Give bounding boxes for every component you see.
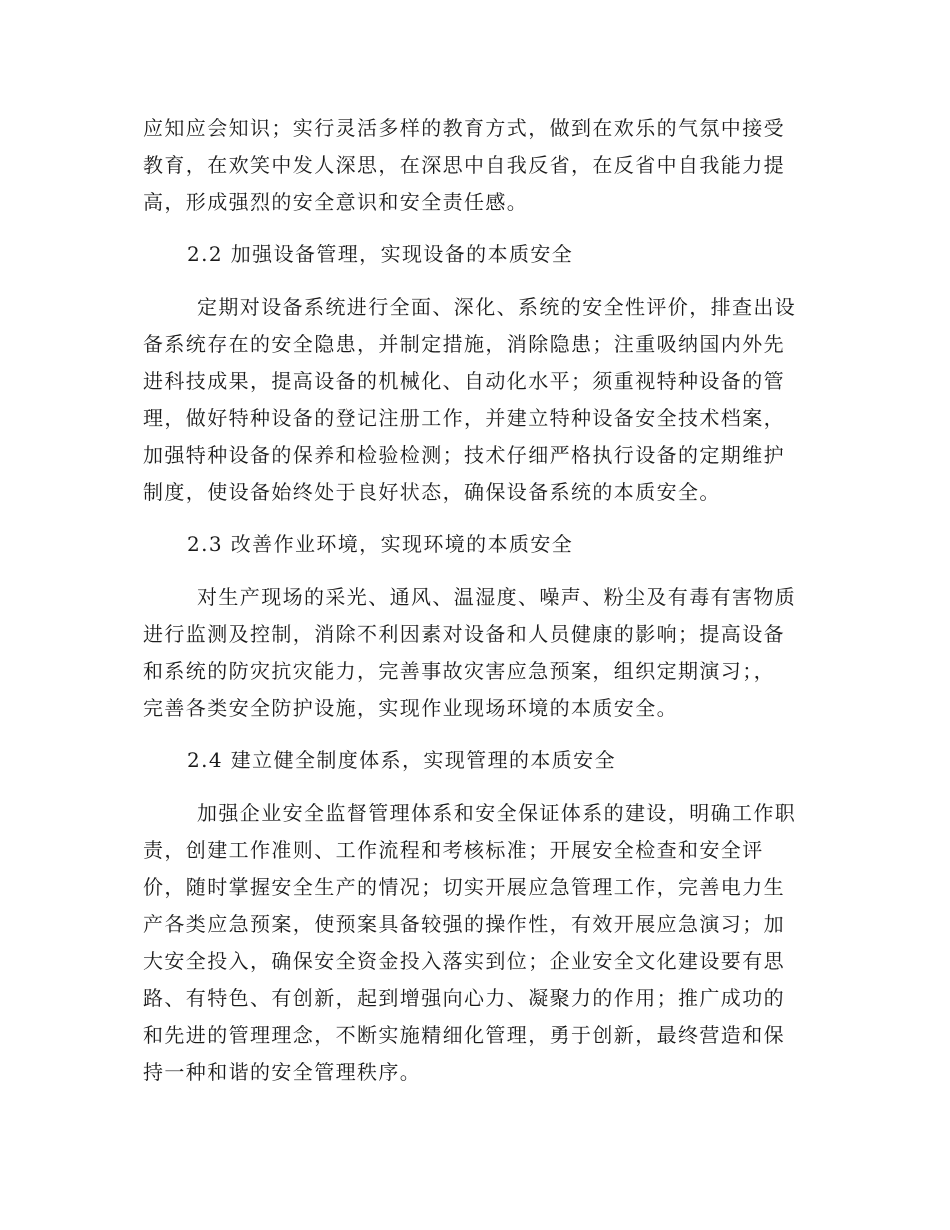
section-heading-2-4: 2.4 建立健全制度体系，实现管理的本质安全 [187,748,616,772]
paragraph-line: 加强企业安全监督管理体系和安全保证体系的建设，明确工作职 [197,801,797,825]
paragraph-line: 高，形成强烈的安全意识和安全责任感。 [143,190,529,214]
paragraph-line: 应知应会知识；实行灵活多样的教育方式，做到在欢乐的气氛中接受 [143,116,785,140]
paragraph-line: 和系统的防灾抗灾能力，完善事故灾害应急预案，组织定期演习；， [143,659,775,683]
paragraph-line: 持一种和谐的安全管理秩序。 [143,1060,422,1084]
paragraph-line: 加强特种设备的保养和检验检测；技术仔细严格执行设备的定期维护 [143,443,785,467]
paragraph-line: 对生产现场的采光、通风、温湿度、噪声、粉尘及有毒有害物质 [197,585,797,609]
paragraph-line: 制度，使设备始终处于良好状态，确保设备系统的本质安全。 [143,480,721,504]
paragraph-line: 责，创建工作准则、工作流程和考核标准；开展安全检查和安全评 [143,838,764,862]
section-heading-2-3: 2.3 改善作业环境，实现环境的本质安全 [187,532,574,556]
paragraph-line: 和先进的管理理念，不断实施精细化管理，勇于创新，最终营造和保 [143,1023,785,1047]
paragraph-line: 备系统存在的安全隐患，并制定措施，消除隐患；注重吸纳国内外先 [143,332,785,356]
paragraph-line: 大安全投入，确保安全资金投入落实到位；企业安全文化建设要有思 [143,949,785,973]
paragraph-line: 价，随时掌握安全生产的情况；切实开展应急管理工作，完善电力生 [143,875,785,899]
section-heading-2-2: 2.2 加强设备管理，实现设备的本质安全 [187,242,574,266]
paragraph-line: 进行监测及控制，消除不利因素对设备和人员健康的影响；提高设备 [143,622,785,646]
paragraph-line: 产各类应急预案，使预案具备较强的操作性，有效开展应急演习；加 [143,912,785,936]
paragraph-line: 路、有特色、有创新，起到增强向心力、凝聚力的作用；推广成功的 [143,986,785,1010]
paragraph-line: 理，做好特种设备的登记注册工作，并建立特种设备安全技术档案， [143,406,785,430]
paragraph-line: 进科技成果，提高设备的机械化、自动化水平；须重视特种设备的管 [143,369,785,393]
paragraph-line: 教育，在欢笑中发人深思，在深思中自我反省，在反省中自我能力提 [143,153,785,177]
paragraph-line: 定期对设备系统进行全面、深化、系统的安全性评价，排查出设 [197,295,797,319]
paragraph-line: 完善各类安全防护设施，实现作业现场环境的本质安全。 [143,696,678,720]
